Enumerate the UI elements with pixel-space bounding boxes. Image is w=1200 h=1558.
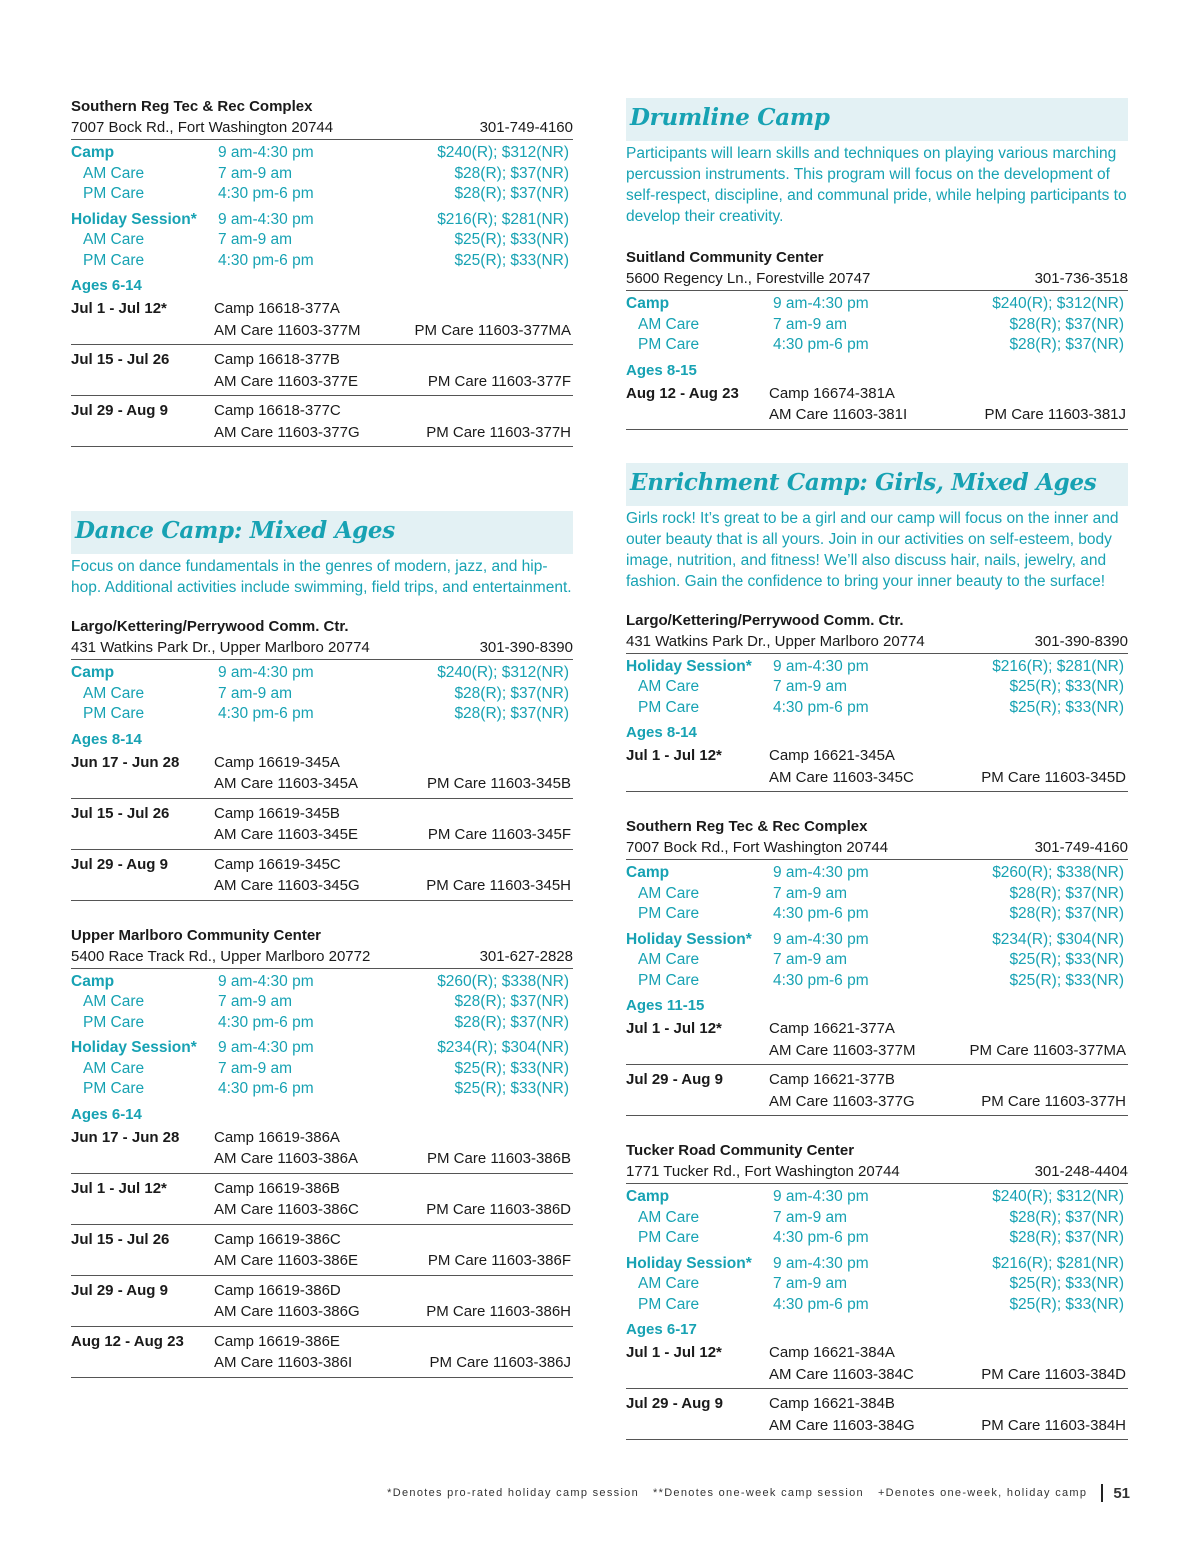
session-camp-code: Camp 16621-377A <box>769 1020 895 1037</box>
page-footer <box>0 1484 1130 1502</box>
price-row <box>71 184 573 205</box>
price-label: PM Care <box>638 698 700 716</box>
price-row <box>71 230 573 251</box>
ages-label: Ages 6-14 <box>71 1105 142 1123</box>
price-row <box>626 884 1128 905</box>
price-row <box>71 663 573 684</box>
price-value: $240(R); $312(NR) <box>437 664 569 681</box>
venue-address-line <box>71 117 573 140</box>
holiday-price-group <box>626 930 1128 992</box>
price-time: 7 am-9 am <box>218 993 293 1010</box>
price-row <box>626 863 1128 884</box>
price-group <box>626 1187 1128 1249</box>
session-pm-code: PM Care 11603-377MA <box>414 321 571 339</box>
venue-phone: 301-248-4404 <box>1034 1163 1128 1180</box>
price-row <box>71 972 573 993</box>
session-am-code: AM Care 11603-386G <box>214 1303 360 1320</box>
session-am-code: AM Care 11603-377M <box>214 321 361 339</box>
section-title: Enrichment Camp: Girls, Mixed Ages <box>630 468 1097 496</box>
price-group <box>626 863 1128 925</box>
price-label: PM Care <box>83 1080 145 1097</box>
session-dates: Jul 1 - Jul 12* <box>626 1344 722 1361</box>
session-camp-code: Camp 16619-386C <box>214 1230 341 1248</box>
price-value: $216(R); $281(NR) <box>992 1254 1124 1272</box>
venue-address: 5400 Race Track Rd., Upper Marlboro 20772 <box>71 947 371 965</box>
price-row <box>626 335 1128 356</box>
holiday-price-group <box>626 1254 1128 1316</box>
session-row <box>71 1125 573 1174</box>
price-label: PM Care <box>83 1013 145 1031</box>
session-am-code: AM Care 11603-386C <box>214 1201 359 1218</box>
price-label: AM Care <box>638 678 700 695</box>
price-row <box>626 657 1128 678</box>
price-time: 4:30 pm-6 pm <box>773 971 869 989</box>
price-value: $216(R); $281(NR) <box>437 210 569 228</box>
venue-largo-right <box>626 610 1128 793</box>
price-label: Camp <box>626 864 670 881</box>
price-value: $25(R); $33(NR) <box>454 231 569 248</box>
price-time: 9 am-4:30 pm <box>773 930 869 948</box>
session-am-code: AM Care 11603-381I <box>769 406 908 423</box>
holiday-price-group <box>71 210 573 272</box>
price-value: $240(R); $312(NR) <box>992 1188 1124 1205</box>
session-pm-code: PM Care 11603-386F <box>427 1252 571 1269</box>
session-camp-code: Camp 16618-377C <box>214 402 341 419</box>
price-value: $28(R); $37(NR) <box>454 185 569 202</box>
session-pm-code: PM Care 11603-345H <box>426 877 571 894</box>
price-value: $28(R); $37(NR) <box>454 684 569 702</box>
footnote-one-week: **Denotes one-week camp session <box>653 1487 864 1499</box>
session-dates: Jul 1 - Jul 12* <box>71 1179 167 1197</box>
session-dates: Jun 17 - Jun 28 <box>71 1128 180 1146</box>
section-description: Girls rock! It’s great to be a girl and our camp will focus on the inner and outer beauty that is all yours. Join in our activities on self-esteem, body image, nutrition, and fitness! We’ll also discuss hair, nails, jewelry, and fashion. Gain the confidence to bring your inner beauty to the surface! <box>626 509 1119 590</box>
footnote-prorated: *Denotes pro-rated holiday camp session <box>387 1487 640 1499</box>
price-time: 9 am-4:30 pm <box>218 144 314 161</box>
price-value: $28(R); $37(NR) <box>454 1013 569 1031</box>
price-value: $25(R); $33(NR) <box>1009 1295 1124 1313</box>
price-row <box>626 971 1128 992</box>
session-pm-code: PM Care 11603-345B <box>427 775 571 792</box>
venue-phone: 301-749-4160 <box>479 119 573 136</box>
session-am-code: AM Care 11603-386A <box>214 1150 358 1167</box>
price-label: AM Care <box>83 231 145 248</box>
venue-name: Largo/Kettering/Perrywood Comm. Ctr. <box>626 611 904 629</box>
price-time: 9 am-4:30 pm <box>773 1254 869 1272</box>
session-row <box>71 750 573 799</box>
price-row <box>626 1228 1128 1249</box>
venue-address: 431 Watkins Park Dr., Upper Marlboro 20774 <box>71 639 370 656</box>
session-dates: Jul 1 - Jul 12* <box>626 747 722 764</box>
section-title: Drumline Camp <box>630 104 830 131</box>
session-camp-code: Camp 16619-386E <box>214 1332 340 1350</box>
price-group <box>626 294 1128 356</box>
session-pm-code: PM Care 11603-377H <box>981 1092 1126 1110</box>
price-row <box>626 315 1128 336</box>
session-camp-code: Camp 16619-386B <box>214 1179 340 1197</box>
price-value: $240(R); $312(NR) <box>437 144 569 161</box>
price-value: $28(R); $37(NR) <box>1009 884 1124 902</box>
price-value: $25(R); $33(NR) <box>454 1059 569 1077</box>
price-time: 9 am-4:30 pm <box>773 1188 869 1205</box>
session-row <box>71 396 573 447</box>
price-label: PM Care <box>83 251 145 269</box>
dance-camp-banner <box>71 511 573 554</box>
price-time: 4:30 pm-6 pm <box>773 698 869 716</box>
session-dates: Jul 29 - Aug 9 <box>71 1281 168 1299</box>
price-row <box>71 210 573 231</box>
price-row <box>71 1038 573 1059</box>
price-label: Holiday Session* <box>71 210 197 228</box>
price-label: PM Care <box>638 971 700 989</box>
venue-address: 431 Watkins Park Dr., Upper Marlboro 20774 <box>626 632 925 650</box>
venue-phone: 301-390-8390 <box>479 639 573 656</box>
price-label: PM Care <box>638 1229 700 1246</box>
price-time: 7 am-9 am <box>218 164 293 182</box>
price-row <box>626 1254 1128 1275</box>
session-am-code: AM Care 11603-377G <box>769 1092 915 1110</box>
session-camp-code: Camp 16618-377A <box>214 300 340 317</box>
ages-label: Ages 6-14 <box>71 277 142 294</box>
venue-upper-marlboro <box>71 925 573 1378</box>
session-pm-code: PM Care 11603-381J <box>984 406 1126 423</box>
session-camp-code: Camp 16621-345A <box>769 747 895 764</box>
session-pm-code: PM Care 11603-384D <box>981 1365 1126 1383</box>
price-label: AM Care <box>638 315 700 333</box>
price-label: Camp <box>71 664 115 681</box>
section-description: Participants will learn skills and techniques on playing various marching percussion instruments. This program will focus on the development of self-respect, discipline, and communal pride, while helping participants to develop their creativity. <box>626 145 1127 225</box>
session-dates: Jul 15 - Jul 26 <box>71 804 170 822</box>
session-camp-code: Camp 16619-386A <box>214 1128 340 1146</box>
session-camp-code: Camp 16621-384B <box>769 1395 895 1412</box>
price-value: $25(R); $33(NR) <box>454 251 569 269</box>
session-camp-code: Camp 16619-345C <box>214 855 341 873</box>
price-value: $25(R); $33(NR) <box>1009 971 1124 989</box>
price-value: $216(R); $281(NR) <box>992 657 1124 675</box>
session-dates: Jul 15 - Jul 26 <box>71 351 170 368</box>
session-dates: Aug 12 - Aug 23 <box>71 1332 184 1350</box>
price-time: 7 am-9 am <box>773 1275 848 1292</box>
price-time: 7 am-9 am <box>218 1059 293 1077</box>
price-value: $28(R); $37(NR) <box>1009 315 1124 333</box>
venue-name: Southern Reg Tec & Rec Complex <box>626 818 868 835</box>
price-value: $28(R); $37(NR) <box>454 164 569 182</box>
venue-address: 5600 Regency Ln., Forestville 20747 <box>626 270 871 287</box>
session-pm-code: PM Care 11603-377F <box>427 372 571 390</box>
session-pm-code: PM Care 11603-386D <box>426 1201 571 1218</box>
session-row <box>626 1065 1128 1116</box>
venue-name: Suitland Community Center <box>626 249 824 266</box>
session-row <box>626 1016 1128 1065</box>
ages-label: Ages 8-14 <box>71 730 142 748</box>
price-time: 7 am-9 am <box>773 315 848 333</box>
footnote-one-week-holiday: +Denotes one-week, holiday camp <box>877 1487 1088 1499</box>
price-value: $25(R); $33(NR) <box>1009 698 1124 716</box>
session-am-code: AM Care 11603-345G <box>214 877 360 894</box>
session-dates: Jul 29 - Aug 9 <box>71 402 168 419</box>
holiday-price-group <box>71 1038 573 1100</box>
session-row <box>71 850 573 901</box>
price-row <box>71 1079 573 1100</box>
session-am-code: AM Care 11603-377G <box>214 423 360 441</box>
session-camp-code: Camp 16619-345A <box>214 753 340 771</box>
venue-name: Largo/Kettering/Perrywood Comm. Ctr. <box>71 618 349 635</box>
footer-divider <box>1101 1484 1103 1502</box>
session-pm-code: PM Care 11603-345F <box>427 826 571 843</box>
price-row <box>626 294 1128 315</box>
price-time: 4:30 pm-6 pm <box>218 1080 314 1097</box>
price-row <box>626 677 1128 698</box>
session-am-code: AM Care 11603-345A <box>214 775 358 792</box>
price-row <box>626 698 1128 719</box>
price-label: AM Care <box>83 684 145 702</box>
session-row <box>71 296 573 345</box>
price-time: 4:30 pm-6 pm <box>218 185 314 202</box>
price-time: 4:30 pm-6 pm <box>773 1229 869 1246</box>
left-column <box>71 96 573 1378</box>
price-time: 9 am-4:30 pm <box>218 664 314 681</box>
price-label: AM Care <box>83 1059 145 1077</box>
session-camp-code: Camp 16619-386D <box>214 1281 341 1299</box>
price-time: 4:30 pm-6 pm <box>773 336 869 353</box>
price-label: PM Care <box>83 185 145 202</box>
right-column <box>626 98 1128 1440</box>
price-row <box>71 251 573 272</box>
session-camp-code: Camp 16674-381A <box>769 384 895 402</box>
price-label: Camp <box>626 1188 670 1205</box>
session-row <box>71 1327 573 1378</box>
price-row <box>626 950 1128 971</box>
session-camp-code: Camp 16619-345B <box>214 804 340 822</box>
price-value: $28(R); $37(NR) <box>454 705 569 722</box>
session-dates: Jul 29 - Aug 9 <box>626 1071 723 1088</box>
price-label: AM Care <box>83 164 145 182</box>
session-row <box>626 743 1128 792</box>
venue-phone: 301-627-2828 <box>479 947 573 965</box>
session-am-code: AM Care 11603-386E <box>214 1252 358 1269</box>
price-time: 7 am-9 am <box>218 684 293 702</box>
price-row <box>71 1013 573 1034</box>
price-time: 9 am-4:30 pm <box>773 864 869 881</box>
price-row <box>71 164 573 185</box>
session-am-code: AM Care 11603-384C <box>769 1365 914 1383</box>
price-row <box>626 1295 1128 1316</box>
price-time: 7 am-9 am <box>773 884 848 902</box>
price-row <box>71 143 573 164</box>
page-number: 51 <box>1113 1484 1130 1502</box>
price-label: AM Care <box>638 951 700 968</box>
price-label: Camp <box>626 295 670 312</box>
section-title: Dance Camp: Mixed Ages <box>75 517 395 544</box>
session-dates: Jun 17 - Jun 28 <box>71 753 180 771</box>
session-row <box>71 1174 573 1225</box>
session-dates: Jul 1 - Jul 12* <box>626 1020 722 1037</box>
price-value: $234(R); $304(NR) <box>992 930 1124 948</box>
price-value: $240(R); $312(NR) <box>992 295 1124 312</box>
price-time: 4:30 pm-6 pm <box>218 1013 314 1031</box>
price-value: $25(R); $33(NR) <box>1009 951 1124 968</box>
price-label: Holiday Session* <box>626 657 752 675</box>
session-camp-code: Camp 16621-384A <box>769 1344 895 1361</box>
session-pm-code: PM Care 11603-377H <box>426 423 571 441</box>
price-row <box>71 684 573 705</box>
session-am-code: AM Care 11603-345E <box>214 826 358 843</box>
venue-address-line <box>626 837 1128 860</box>
price-value: $28(R); $37(NR) <box>454 993 569 1010</box>
ages-label: Ages 8-14 <box>626 724 697 741</box>
session-am-code: AM Care 11603-377M <box>769 1041 916 1059</box>
session-camp-code: Camp 16621-377B <box>769 1071 895 1088</box>
section-description: Focus on dance fundamentals in the genres of modern, jazz, and hip-hop. Additional activities include swimming, field trips, and entertainment. <box>71 558 572 596</box>
session-pm-code: PM Care 11603-377MA <box>969 1041 1126 1059</box>
session-pm-code: PM Care 11603-384H <box>981 1416 1126 1434</box>
session-row <box>626 1389 1128 1440</box>
price-row <box>71 704 573 725</box>
price-label: Holiday Session* <box>626 930 752 948</box>
price-row <box>71 1059 573 1080</box>
price-value: $25(R); $33(NR) <box>454 1080 569 1097</box>
price-time: 4:30 pm-6 pm <box>773 905 869 922</box>
price-row <box>626 1187 1128 1208</box>
venue-address-line <box>626 1161 1128 1184</box>
price-value: $28(R); $37(NR) <box>1009 905 1124 922</box>
venue-phone: 301-736-3518 <box>1034 270 1128 287</box>
price-time: 7 am-9 am <box>773 678 848 695</box>
session-dates: Jul 15 - Jul 26 <box>71 1230 170 1248</box>
price-label: AM Care <box>638 1275 700 1292</box>
price-row <box>71 992 573 1013</box>
venue-address-line <box>626 268 1128 291</box>
price-value: $260(R); $338(NR) <box>992 864 1124 881</box>
price-time: 9 am-4:30 pm <box>218 1039 314 1056</box>
session-pm-code: PM Care 11603-386H <box>426 1303 571 1320</box>
venue-address-line <box>626 631 1128 654</box>
price-time: 9 am-4:30 pm <box>773 295 869 312</box>
session-dates: Aug 12 - Aug 23 <box>626 384 739 402</box>
venue-address: 7007 Bock Rd., Fort Washington 20744 <box>71 119 334 136</box>
session-pm-code: PM Care 11603-386B <box>427 1150 571 1167</box>
price-time: 4:30 pm-6 pm <box>773 1295 869 1313</box>
venue-address-line <box>71 637 573 660</box>
session-row <box>71 799 573 850</box>
price-label: Holiday Session* <box>626 1254 752 1272</box>
session-pm-code: PM Care 11603-386J <box>429 1354 571 1371</box>
price-group <box>71 972 573 1034</box>
price-value: $28(R); $37(NR) <box>1009 1208 1124 1226</box>
session-row <box>71 345 573 396</box>
venue-tucker-road <box>626 1140 1128 1440</box>
ages-label: Ages 11-15 <box>626 997 705 1014</box>
session-row <box>71 1225 573 1276</box>
session-am-code: AM Care 11603-345C <box>769 768 914 786</box>
price-time: 4:30 pm-6 pm <box>218 705 314 722</box>
price-label: AM Care <box>83 993 145 1010</box>
venue-name: Southern Reg Tec & Rec Complex <box>71 98 313 115</box>
session-dates: Jul 1 - Jul 12* <box>71 300 167 317</box>
session-am-code: AM Care 11603-384G <box>769 1416 915 1434</box>
price-time: 9 am-4:30 pm <box>218 210 314 228</box>
session-camp-code: Camp 16618-377B <box>214 351 340 368</box>
session-am-code: AM Care 11603-377E <box>214 372 358 390</box>
price-time: 7 am-9 am <box>218 231 293 248</box>
price-time: 7 am-9 am <box>773 1208 848 1226</box>
venue-name: Tucker Road Community Center <box>626 1142 855 1159</box>
holiday-price-group <box>626 657 1128 719</box>
price-value: $28(R); $37(NR) <box>1009 1229 1124 1246</box>
price-time: 9 am-4:30 pm <box>218 972 314 990</box>
price-label: PM Care <box>638 1295 700 1313</box>
price-time: 7 am-9 am <box>773 951 848 968</box>
venue-suitland <box>626 247 1128 430</box>
venue-address: 7007 Bock Rd., Fort Washington 20744 <box>626 839 889 856</box>
session-am-code: AM Care 11603-386I <box>214 1354 353 1371</box>
venue-address-line <box>71 946 573 969</box>
session-row <box>626 381 1128 430</box>
price-row <box>626 930 1128 951</box>
drumline-camp-banner <box>626 98 1128 141</box>
venue-southern-right <box>626 816 1128 1116</box>
price-row <box>626 904 1128 925</box>
price-value: $25(R); $33(NR) <box>1009 1275 1124 1292</box>
price-label: AM Care <box>638 1208 700 1226</box>
price-value: $234(R); $304(NR) <box>437 1039 569 1056</box>
venue-southern-left <box>71 96 573 447</box>
session-row <box>71 1276 573 1327</box>
price-label: Camp <box>71 972 115 990</box>
price-group <box>71 143 573 205</box>
session-row <box>626 1340 1128 1389</box>
price-label: PM Care <box>638 336 700 353</box>
price-group <box>71 663 573 725</box>
session-dates: Jul 29 - Aug 9 <box>71 855 168 873</box>
enrichment-camp-banner <box>626 463 1128 506</box>
price-time: 4:30 pm-6 pm <box>218 251 314 269</box>
venue-largo-left <box>71 616 573 901</box>
venue-phone: 301-749-4160 <box>1034 839 1128 856</box>
price-label: PM Care <box>638 905 700 922</box>
price-time: 9 am-4:30 pm <box>773 657 869 675</box>
venue-phone: 301-390-8390 <box>1034 632 1128 650</box>
price-value: $260(R); $338(NR) <box>437 972 569 990</box>
price-value: $25(R); $33(NR) <box>1009 678 1124 695</box>
session-pm-code: PM Care 11603-345D <box>981 768 1126 786</box>
price-row <box>626 1274 1128 1295</box>
price-value: $28(R); $37(NR) <box>1009 336 1124 353</box>
venue-address: 1771 Tucker Rd., Fort Washington 20744 <box>626 1163 900 1180</box>
price-label: PM Care <box>83 705 145 722</box>
price-label: Holiday Session* <box>71 1039 197 1056</box>
price-label: AM Care <box>638 884 700 902</box>
ages-label: Ages 8-15 <box>626 361 697 379</box>
ages-label: Ages 6-17 <box>626 1321 697 1338</box>
venue-name: Upper Marlboro Community Center <box>71 926 322 944</box>
session-dates: Jul 29 - Aug 9 <box>626 1395 723 1412</box>
price-row <box>626 1208 1128 1229</box>
price-label: Camp <box>71 144 115 161</box>
